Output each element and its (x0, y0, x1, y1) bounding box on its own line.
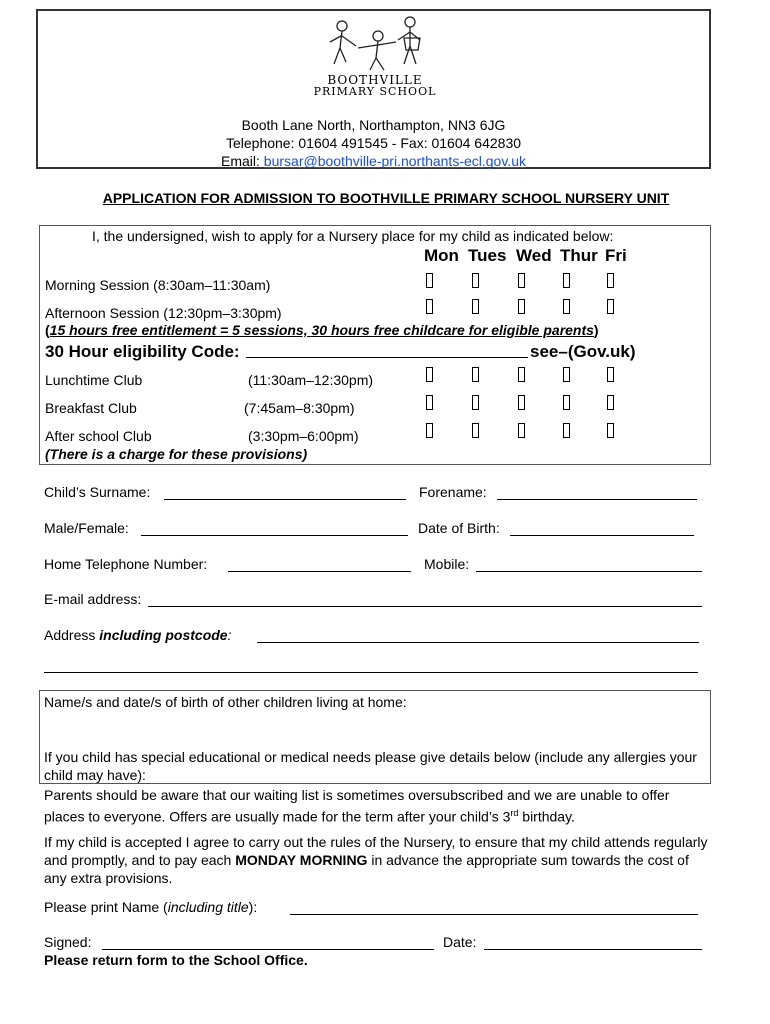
checkbox-afternoon-mon[interactable] (426, 299, 433, 314)
checkbox-after-tues[interactable] (472, 423, 479, 438)
signed-label: Signed: (44, 934, 92, 950)
checkbox-lunch-thur[interactable] (563, 367, 570, 382)
mobile-field[interactable] (476, 571, 702, 572)
after-school-club-label: After school Club (45, 428, 152, 444)
checkbox-afternoon-fri[interactable] (607, 299, 614, 314)
day-wed: Wed (516, 246, 552, 265)
checkbox-lunch-fri[interactable] (607, 367, 614, 382)
print-name-label: Please print Name (including title): (44, 899, 258, 915)
surname-field[interactable] (164, 499, 406, 500)
afternoon-session-label: Afternoon Session (12:30pm–3:30pm) (45, 305, 282, 321)
checkbox-lunch-mon[interactable] (426, 367, 433, 382)
checkbox-lunch-wed[interactable] (518, 367, 525, 382)
eligibility-code-suffix: see–(Gov.uk) (530, 342, 636, 361)
gender-field[interactable] (141, 535, 408, 536)
forename-label: Forename: (419, 484, 487, 500)
lunchtime-club-time: (11:30am–12:30pm) (248, 372, 374, 388)
checkbox-breakfast-wed[interactable] (518, 395, 525, 410)
address-label: Address including postcode: (44, 627, 232, 643)
home-phone-label: Home Telephone Number: (44, 556, 208, 572)
morning-session-label: Morning Session (8:30am–11:30am) (45, 277, 271, 293)
school-name-logo: BOOTHVILLE PRIMARY SCHOOL (313, 73, 437, 98)
date-field[interactable] (484, 949, 702, 950)
checkbox-after-fri[interactable] (607, 423, 614, 438)
gender-label: Male/Female: (44, 520, 129, 536)
eligibility-code-field[interactable] (246, 357, 528, 358)
form-title: APPLICATION FOR ADMISSION TO BOOTHVILLE PRIMARY SCHOOL NURSERY UNIT (102, 190, 670, 206)
checkbox-afternoon-thur[interactable] (563, 299, 570, 314)
email-label: E-mail address: (44, 591, 142, 607)
day-tues: Tues (468, 246, 507, 265)
checkbox-morning-tues[interactable] (472, 273, 479, 288)
mobile-label: Mobile: (424, 556, 470, 572)
date-label: Date: (443, 934, 477, 950)
checkbox-morning-thur[interactable] (563, 273, 570, 288)
charge-note: (There is a charge for these provisions) (45, 446, 308, 462)
address-field-line1[interactable] (257, 642, 699, 643)
checkbox-after-mon[interactable] (426, 423, 433, 438)
day-fri: Fri (605, 246, 627, 265)
forename-field[interactable] (497, 499, 697, 500)
signature-field[interactable] (102, 949, 434, 950)
checkbox-after-thur[interactable] (563, 423, 570, 438)
email-field[interactable] (148, 606, 702, 607)
school-email: Email: bursar@boothville-pri.northants-ecl.gov.uk (221, 153, 526, 169)
breakfast-club-label: Breakfast Club (45, 400, 137, 416)
checkbox-morning-fri[interactable] (607, 273, 614, 288)
school-telephone: Telephone: 01604 491545 - Fax: 01604 642830 (225, 135, 522, 151)
checkbox-morning-mon[interactable] (426, 273, 433, 288)
special-needs-text: If you child has special educational or medical needs please give details below (include any allergies your child may have): (44, 749, 697, 783)
checkbox-after-wed[interactable] (518, 423, 525, 438)
breakfast-club-time: (7:45am–8:30pm) (244, 400, 355, 416)
checkbox-afternoon-wed[interactable] (518, 299, 525, 314)
checkbox-lunch-tues[interactable] (472, 367, 479, 382)
checkbox-breakfast-tues[interactable] (472, 395, 479, 410)
day-thur: Thur (560, 246, 598, 265)
dob-label: Date of Birth: (418, 520, 500, 536)
return-instruction: Please return form to the School Office. (44, 952, 308, 968)
surname-label: Child’s Surname: (44, 484, 151, 500)
entitlement-note: (15 hours free entitlement = 5 sessions, 30 hours free childcare for eligible parents) (45, 322, 599, 338)
after-school-club-time: (3:30pm–6:00pm) (248, 428, 359, 444)
print-name-field[interactable] (290, 914, 698, 915)
checkbox-morning-wed[interactable] (518, 273, 525, 288)
school-address: Booth Lane North, Northampton, NN3 6JG (241, 117, 506, 133)
checkbox-breakfast-mon[interactable] (426, 395, 433, 410)
dob-field[interactable] (510, 535, 694, 536)
rules-paragraph: If my child is accepted I agree to carry out the rules of the Nursery, to ensure that my child attends regularly and promptly, and to pay each MONDAY MORNING in advance the appropriate sum towards the cost of any extra provisions. (44, 834, 708, 886)
waiting-list-paragraph: Parents should be aware that our waiting list is sometimes oversubscribed and we are unable to offer places to everyone. Offers are usually made for the term after your child’s 3rd birthday. (44, 787, 670, 825)
checkbox-breakfast-fri[interactable] (607, 395, 614, 410)
email-link[interactable]: bursar@boothville-pri.northants-ecl.gov.uk (263, 153, 526, 169)
day-mon: Mon (424, 246, 459, 265)
sessions-intro: I, the undersigned, wish to apply for a Nursery place for my child as indicated below: (92, 228, 614, 244)
eligibility-code-label: 30 Hour eligibility Code: (45, 342, 240, 361)
lunchtime-club-label: Lunchtime Club (45, 372, 143, 388)
checkbox-afternoon-tues[interactable] (472, 299, 479, 314)
siblings-label: Name/s and date/s of birth of other children living at home: (44, 694, 407, 710)
address-field-line2[interactable] (44, 672, 698, 673)
checkbox-breakfast-thur[interactable] (563, 395, 570, 410)
home-phone-field[interactable] (228, 571, 411, 572)
